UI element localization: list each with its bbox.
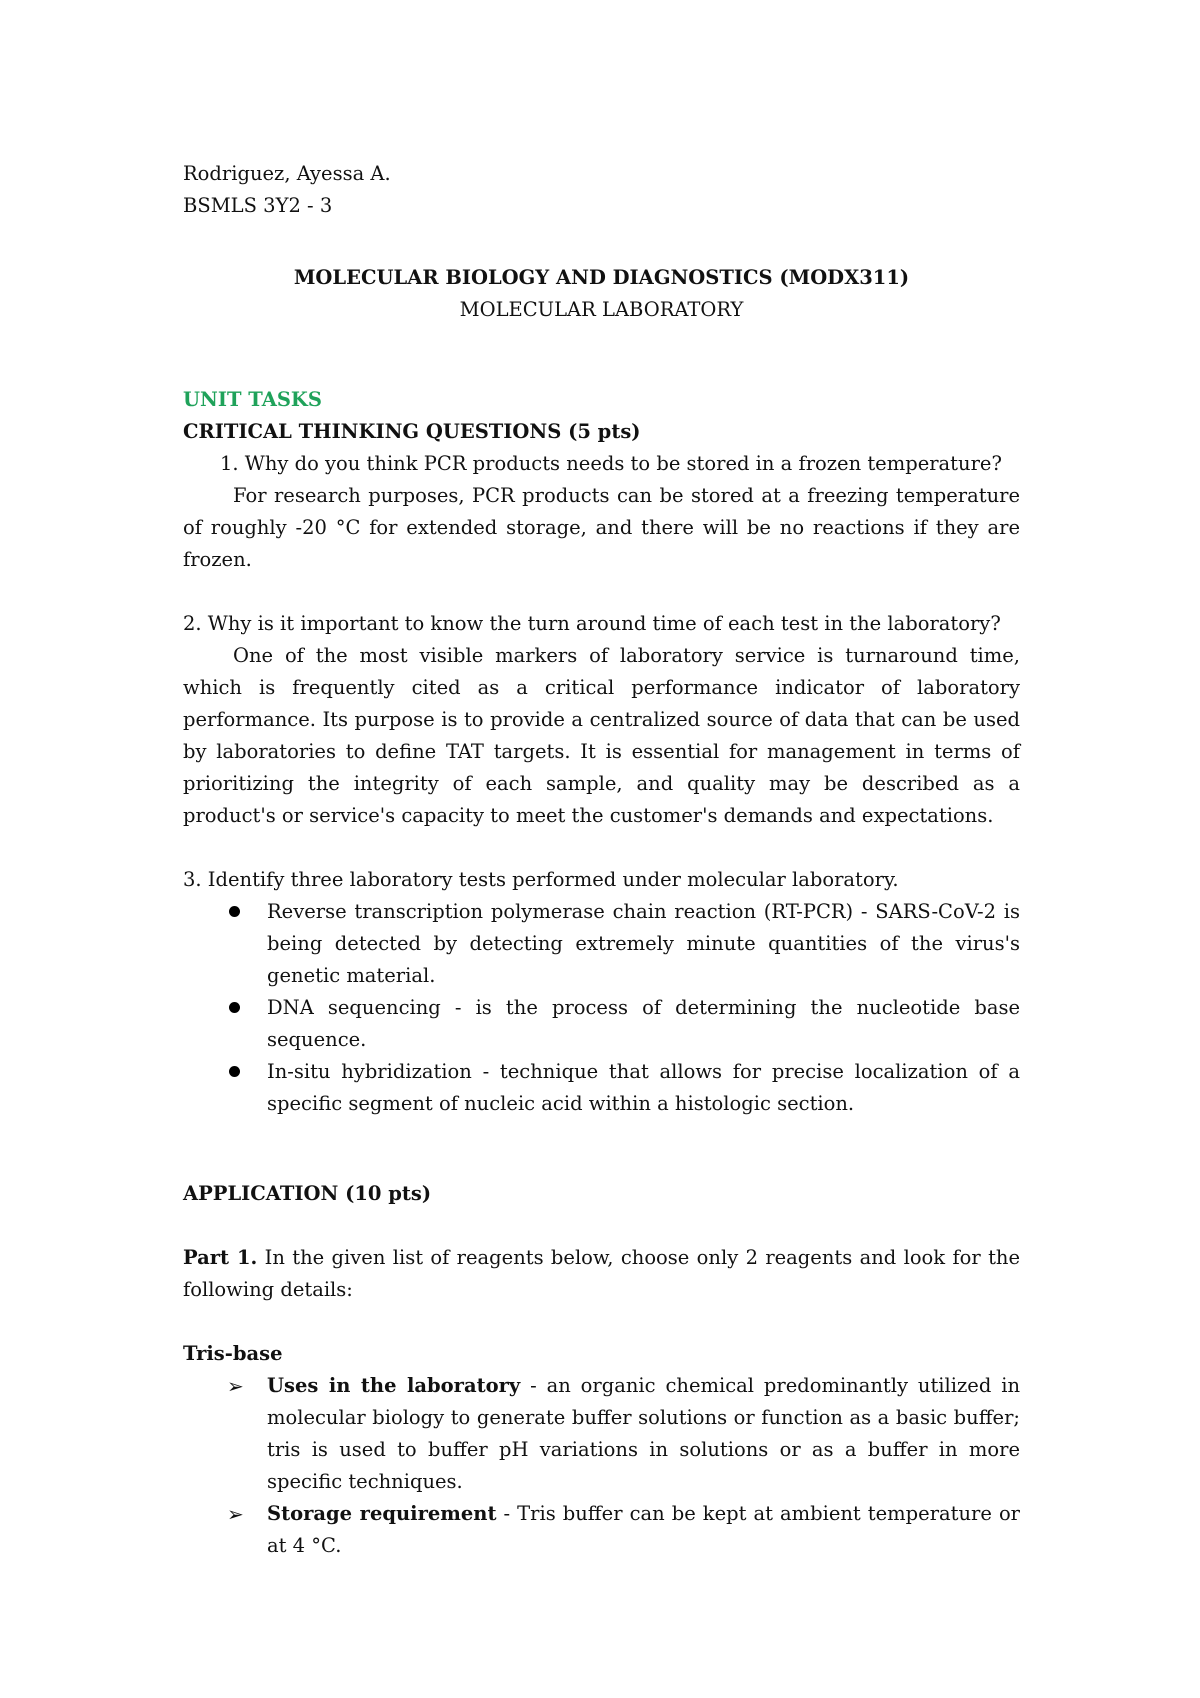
part1-instructions xyxy=(183,1242,1020,1306)
spacer xyxy=(183,576,1020,608)
spacer xyxy=(183,1120,1020,1178)
detail-text: - an organic chemical predominantly utilized in molecular biology to generate buffer solutions or function as a basic buffer; tris is used to buffer pH variations in solutions or as a buffer in more specific techniques. xyxy=(267,1374,1021,1493)
spacer xyxy=(183,832,1020,864)
detail-text: - Tris buffer can be kept at ambient temperature or at 4 °C. xyxy=(267,1502,1021,1557)
question-3: 3. Identify three laboratory tests performed under molecular laboratory. xyxy=(183,868,899,891)
bullet-icon xyxy=(229,1002,240,1013)
bullet-icon xyxy=(229,906,240,917)
arrow-bullet-icon: ➢ xyxy=(227,1374,244,1398)
reagent-details xyxy=(183,1370,1020,1562)
test-list xyxy=(183,896,1020,1120)
spacer xyxy=(183,326,1020,384)
critical-thinking-heading: CRITICAL THINKING QUESTIONS (5 pts) xyxy=(183,420,641,443)
list-item xyxy=(227,1370,1021,1498)
student-section: BSMLS 3Y2 - 3 xyxy=(183,194,333,217)
bullet-icon xyxy=(229,1066,240,1077)
reagent-name: Tris-base xyxy=(183,1342,283,1365)
spacer xyxy=(183,1210,1020,1242)
part1-label: Part 1. xyxy=(183,1246,258,1269)
application-heading: APPLICATION (10 pts) xyxy=(183,1182,432,1205)
student-name: Rodriguez, Ayessa A. xyxy=(183,162,391,185)
test-item-text: Reverse transcription polymerase chain reaction (RT-PCR) - SARS-CoV-2 is being detected by detecting extremely minute quantities of the virus's genetic material. xyxy=(267,900,1020,987)
list-item xyxy=(227,1498,1021,1562)
unit-tasks-heading: UNIT TASKS xyxy=(183,388,322,411)
question-1: 1. Why do you think PCR products needs to be stored in a frozen temperature? xyxy=(220,452,1002,475)
list-item xyxy=(267,992,1020,1056)
answer-1: For research purposes, PCR products can be stored at a freezing temperature of roughly -20 °C for extended storage, and there will be no reactions if they are frozen. xyxy=(183,484,1020,571)
question-2: 2. Why is it important to know the turn around time of each test in the laboratory? xyxy=(183,612,1001,635)
detail-label: Storage requirement xyxy=(267,1502,497,1525)
arrow-bullet-icon: ➢ xyxy=(227,1502,244,1526)
test-item-text: DNA sequencing - is the process of determining the nucleotide base sequence. xyxy=(267,996,1020,1051)
detail-label: Uses in the laboratory xyxy=(267,1374,521,1397)
part1-text: In the given list of reagents below, choose only 2 reagents and look for the following details: xyxy=(183,1246,1020,1301)
spacer xyxy=(183,1306,1020,1338)
course-subtitle: MOLECULAR LABORATORY xyxy=(459,298,744,321)
answer-2: One of the most visible markers of laboratory service is turnaround time, which is frequently cited as a critical performance indicator of laboratory performance. Its purpose is to provide a centralized source of data that can be used by laboratories to define TAT targets. It is essential for management in terms of prioritizing the integrity of each sample, and quality may be described as a product's or service's capacity to meet the customer's demands and expectations. xyxy=(183,644,1020,827)
list-item xyxy=(267,1056,1020,1120)
list-item xyxy=(267,896,1020,992)
test-item-text: In-situ hybridization - technique that allows for precise localization of a specific segment of nucleic acid within a histologic section. xyxy=(267,1060,1020,1115)
course-title: MOLECULAR BIOLOGY AND DIAGNOSTICS (MODX311) xyxy=(293,266,910,289)
spacer xyxy=(183,222,1020,262)
